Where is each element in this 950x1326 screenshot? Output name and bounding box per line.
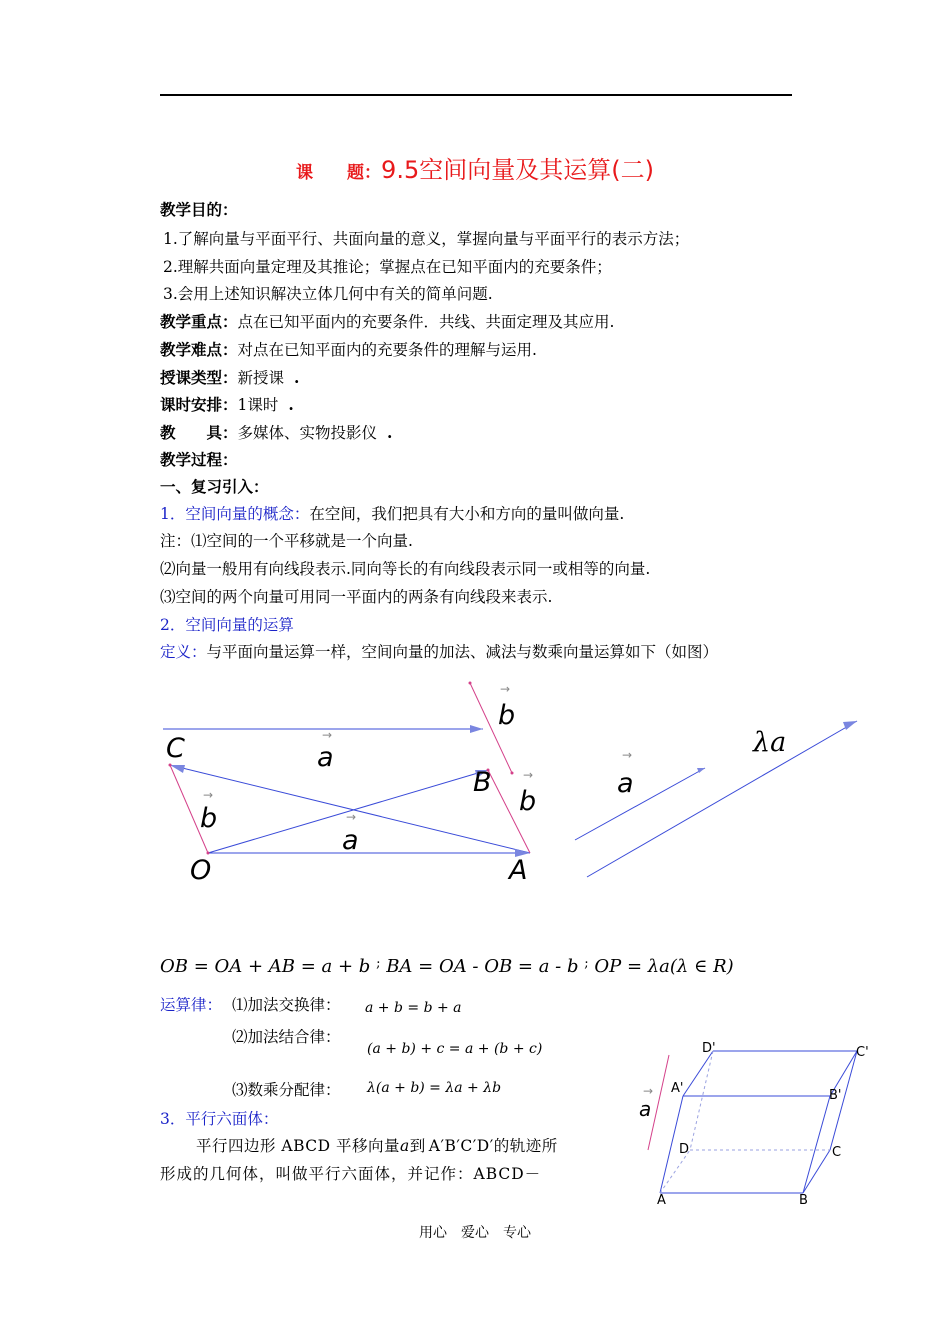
goals-heading: 教学目的： bbox=[160, 200, 238, 219]
label-a-bottom: a bbox=[342, 825, 359, 856]
pp-line1-pre: 平行四边形 ABCD 平移向量 bbox=[196, 1137, 401, 1155]
tools-label: 教 具： bbox=[160, 423, 238, 442]
type-text: 新授课 bbox=[237, 369, 285, 387]
arrow-glyph: → bbox=[500, 682, 511, 696]
tools-dot: . bbox=[387, 423, 393, 442]
label-o: O bbox=[190, 855, 212, 886]
edge-d1d-hidden bbox=[690, 1051, 713, 1150]
law-1-formula: a + b = b + a bbox=[365, 1000, 462, 1016]
label-b-top: b bbox=[498, 700, 516, 731]
section1-heading: 一、复习引入： bbox=[160, 477, 269, 496]
label-a-point: A bbox=[509, 855, 528, 886]
label-b-point: B bbox=[473, 767, 492, 798]
law-3-formula: λ(a + b) = λa + λb bbox=[367, 1080, 502, 1096]
goal-item-3: 3.会用上述知识解决立体几何中有关的简单问题. bbox=[163, 285, 493, 303]
label-a-corner: A bbox=[657, 1193, 666, 1208]
formula-row bbox=[160, 956, 734, 977]
arrow-glyph: → bbox=[523, 768, 534, 782]
label-d: D bbox=[679, 1142, 690, 1157]
arrowhead bbox=[470, 725, 483, 733]
arrow-glyph: → bbox=[322, 728, 333, 742]
laws-label: 运算律： bbox=[160, 996, 223, 1014]
operations-heading: 2．空间向量的运算 bbox=[160, 616, 294, 634]
label-b1: B' bbox=[829, 1088, 842, 1103]
label-a-translation: a bbox=[639, 1097, 652, 1121]
type-dot: . bbox=[294, 368, 300, 387]
label-a1: A' bbox=[671, 1081, 684, 1096]
pp-line1-var: a bbox=[400, 1137, 410, 1155]
hours-dot: . bbox=[288, 395, 294, 414]
goal-item-1: 1.了解向量与平面平行、共面向量的意义，掌握向量与平面平行的表示方法； bbox=[163, 230, 690, 248]
label-a-top: a bbox=[317, 742, 334, 773]
edge-d1a1 bbox=[683, 1051, 713, 1096]
law-2-formula: (a + b) + c = a + (b + c) bbox=[367, 1041, 543, 1057]
arrow-glyph: → bbox=[622, 748, 633, 762]
law-2-label: ⑵加法结合律： bbox=[232, 1028, 341, 1046]
parallelepiped-heading: 3．平行六面体： bbox=[160, 1110, 279, 1128]
type-label: 授课类型： bbox=[160, 368, 238, 387]
process-heading: 教学过程： bbox=[160, 450, 238, 469]
vector-lambda-a bbox=[587, 721, 857, 877]
concept-label: 1．空间向量的概念： bbox=[160, 505, 310, 523]
pp-line1-post: 的轨迹所 bbox=[493, 1137, 558, 1155]
title-text: 9.5空间向量及其运算(二) bbox=[381, 156, 654, 184]
tools-text: 多媒体、实物投影仪 bbox=[237, 424, 378, 442]
pp-line1-mid: 到 bbox=[409, 1137, 426, 1155]
definition-label: 定义： bbox=[160, 643, 207, 661]
label-c: C bbox=[166, 733, 185, 764]
hours-label: 课时安排： bbox=[160, 395, 238, 414]
label-b-left: b bbox=[200, 803, 218, 834]
difficult-text: 对点在已知平面内的充要条件的理解与运用. bbox=[237, 341, 537, 359]
arrow-glyph: → bbox=[643, 1084, 654, 1098]
label-a-right: a bbox=[617, 768, 634, 799]
page-footer: 用心 爱心 专心 bbox=[419, 1225, 531, 1241]
vector-a-right bbox=[575, 768, 705, 840]
law-3-label: ⑶数乘分配律： bbox=[232, 1081, 341, 1099]
formula-sum: OB = OA + AB = a + b bbox=[160, 956, 371, 977]
formula-sep: ; bbox=[584, 956, 589, 971]
label-b-corner: B bbox=[799, 1193, 808, 1208]
edge-bc bbox=[803, 1150, 830, 1193]
arrow-glyph: → bbox=[346, 810, 357, 824]
parallelepiped-line-1 bbox=[196, 1134, 558, 1156]
title-label: 课 题： bbox=[296, 163, 382, 183]
parallelepiped-line-2: 形成的几何体，叫做平行六面体，并记作：ABCD－ bbox=[160, 1165, 542, 1183]
label-c1: C' bbox=[856, 1045, 869, 1060]
key-label: 教学重点： bbox=[160, 312, 238, 331]
pp-line1-pts: A′B′C′D′ bbox=[428, 1137, 494, 1155]
formula-difference: BA = OA - OB = a - b bbox=[386, 956, 579, 977]
arrow-glyph: → bbox=[203, 788, 214, 802]
goal-item-2: 2.理解共面向量定理及其推论；掌握点在已知平面内的充要条件； bbox=[163, 258, 612, 276]
hours-text: 1课时 bbox=[237, 396, 279, 414]
concept-text: 在空间，我们把具有大小和方向的量叫做向量. bbox=[309, 505, 625, 523]
difficult-label: 教学难点： bbox=[160, 340, 238, 359]
label-c-point: C bbox=[832, 1145, 842, 1160]
label-d1: D' bbox=[702, 1041, 716, 1056]
key-text: 点在已知平面内的充要条件．共线、共面定理及其应用. bbox=[237, 313, 615, 331]
arrowhead bbox=[843, 721, 857, 730]
note-1: 注：⑴空间的一个平移就是一个向量. bbox=[160, 532, 413, 550]
note-2: ⑵向量一般用有向线段表示.同向等长的有向线段表示同一或相等的向量. bbox=[160, 560, 651, 578]
edge-b1b bbox=[803, 1096, 830, 1193]
formula-scalar: OP = λa(λ ∈ R) bbox=[594, 956, 734, 977]
law-1-label: ⑴加法交换律： bbox=[232, 996, 341, 1014]
note-3: ⑶空间的两个向量可用同一平面内的两条有向线段来表示. bbox=[160, 588, 553, 606]
formula-sep: ; bbox=[376, 956, 381, 971]
definition-text: 与平面向量运算一样，空间向量的加法、减法与数乘向量运算如下（如图） bbox=[206, 643, 719, 661]
label-lambda-a: λa bbox=[753, 727, 787, 758]
label-b-right: b bbox=[519, 786, 537, 817]
